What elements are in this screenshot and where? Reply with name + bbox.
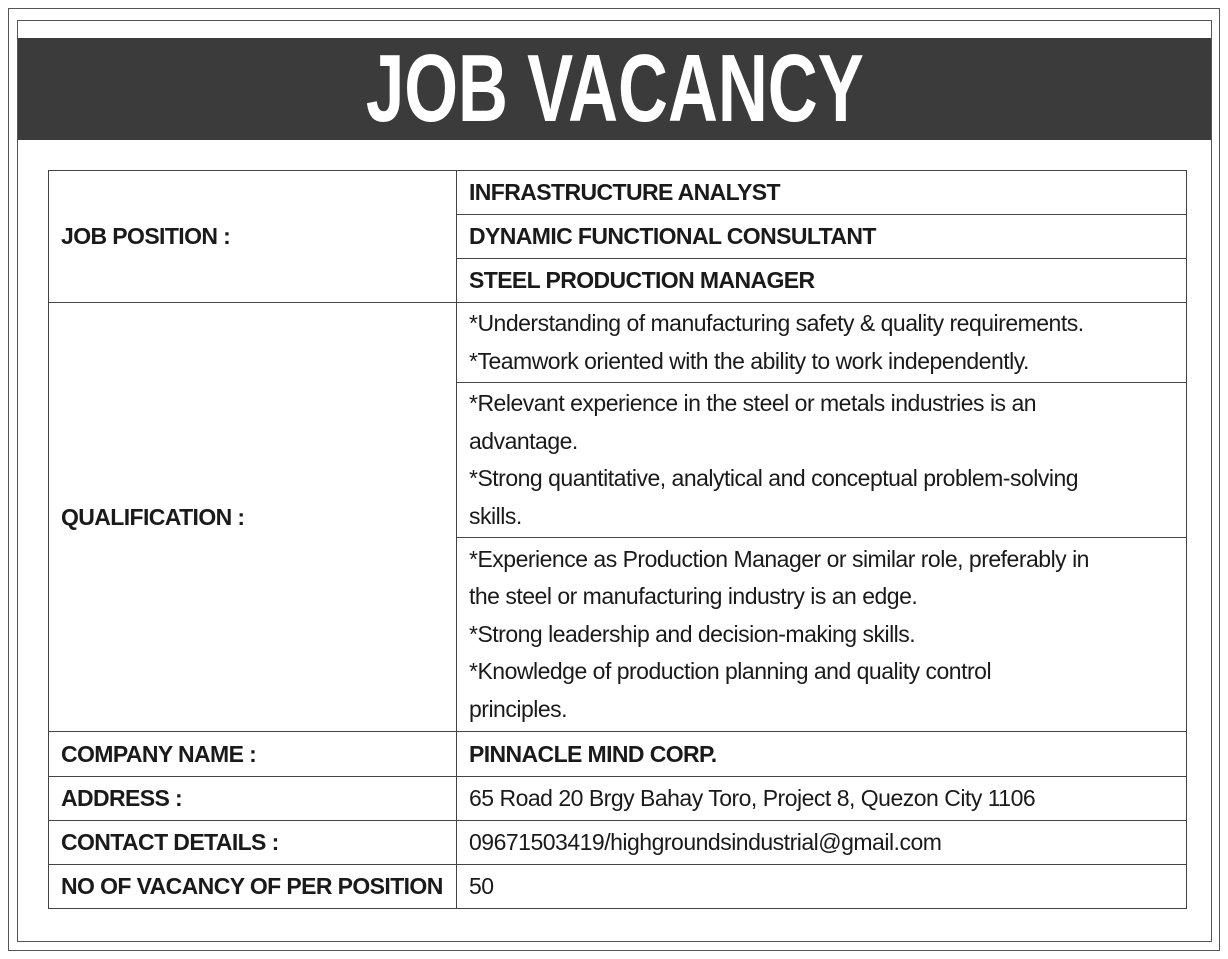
header-banner	[18, 35, 1211, 142]
qualification-group	[457, 303, 1187, 383]
position-item: INFRASTRUCTURE ANALYST	[457, 171, 1187, 215]
qualification-line: *Understanding of manufacturing safety & quality requirements.	[469, 310, 1084, 336]
qualification-line: skills.	[469, 502, 522, 529]
position-item: DYNAMIC FUNCTIONAL CONSULTANT	[457, 215, 1187, 259]
qualification-line: *Experience as Production Manager or similar role, preferably in	[469, 545, 1089, 572]
qualification-line: principles.	[469, 695, 568, 722]
qualification-line: *Strong quantitative, analytical and conceptual problem-solving	[469, 465, 1079, 491]
table-row	[49, 821, 1187, 865]
qualification-line: *Knowledge of production planning and quality control	[469, 658, 992, 685]
table-row	[49, 777, 1187, 821]
address-label: ADDRESS :	[49, 777, 457, 821]
company-name-label: COMPANY NAME :	[49, 732, 457, 777]
page-title: JOB VACANCY	[365, 35, 864, 142]
position-item: STEEL PRODUCTION MANAGER	[457, 259, 1187, 303]
qualification-label: QUALIFICATION :	[49, 303, 457, 732]
job-position-label: JOB POSITION :	[49, 171, 457, 303]
table-row	[49, 865, 1187, 909]
contact-details-value: 09671503419/highgroundsindustrial@gmail.com	[457, 821, 1187, 865]
qualification-line: *Relevant experience in the steel or metals industries is an	[469, 390, 1037, 416]
vacancy-table	[48, 170, 1187, 909]
company-name-value: PINNACLE MIND CORP.	[457, 732, 1187, 777]
qualification-group	[457, 383, 1187, 538]
address-value: 65 Road 20 Brgy Bahay Toro, Project 8, Quezon City 1106	[457, 777, 1187, 821]
qualification-line: the steel or manufacturing industry is an edge.	[469, 583, 918, 610]
vacancy-count-label: NO OF VACANCY OF PER POSITION	[49, 865, 457, 909]
table-row	[49, 732, 1187, 777]
qualification-line: *Teamwork oriented with the ability to work independently.	[469, 347, 1029, 374]
qualification-line: advantage.	[469, 427, 578, 454]
qualification-group	[457, 538, 1187, 732]
qualification-line: *Strong leadership and decision-making skills.	[469, 620, 916, 647]
contact-details-label: CONTACT DETAILS :	[49, 821, 457, 865]
vacancy-count-value: 50	[457, 865, 1187, 909]
table-row	[49, 171, 1187, 215]
table-row	[49, 303, 1187, 383]
